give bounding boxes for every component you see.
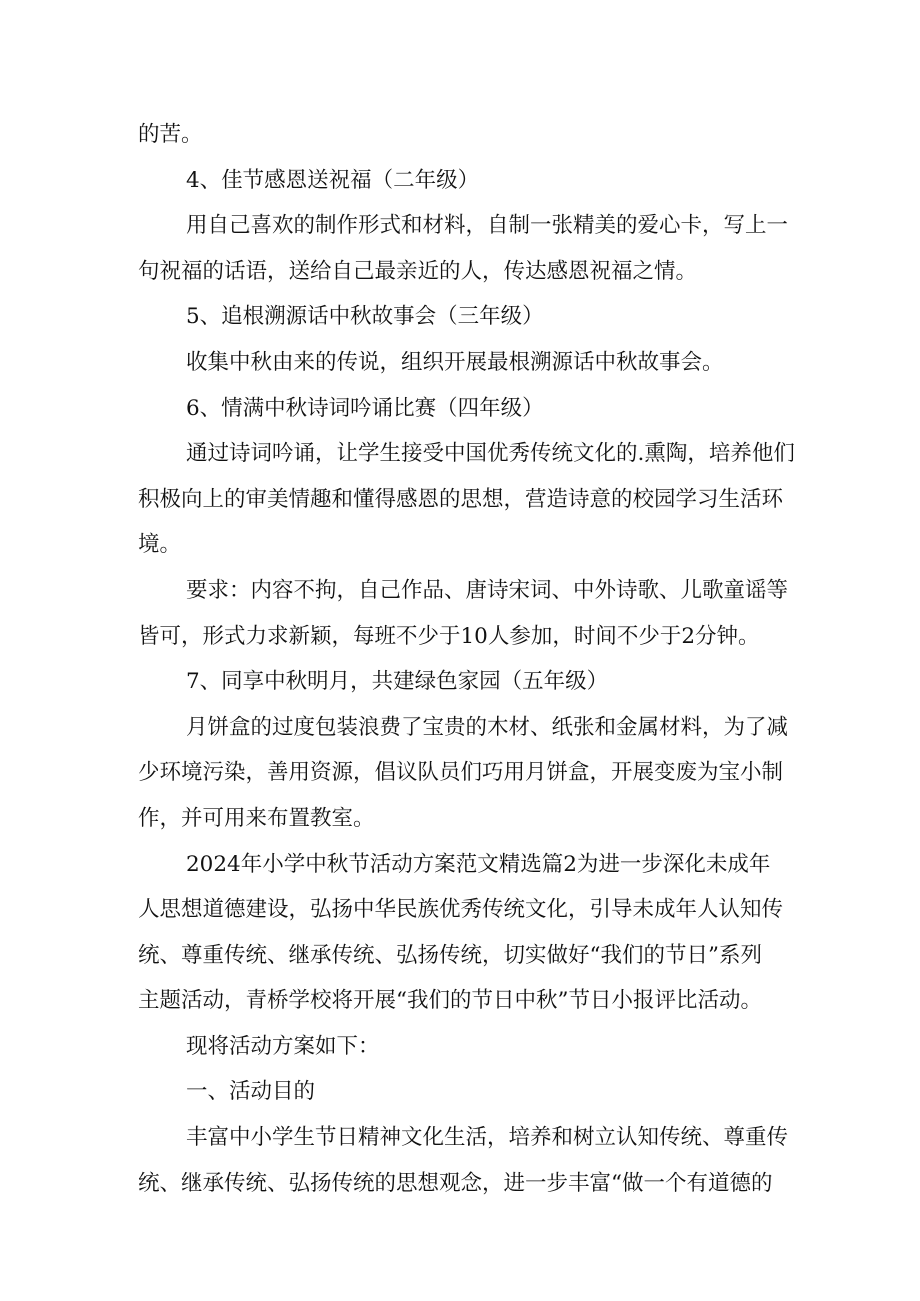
text-line: 皆可，形式力求新颖，每班不少于10人参加，时间不少于2分钟。 xyxy=(138,623,760,649)
text-line: 统、继承传统、弘扬传统的思想观念，进一步丰富“做一个有道德的 xyxy=(138,1170,773,1196)
section-heading: 5、追根溯源话中秋故事会（三年级） xyxy=(186,304,544,330)
section-heading: 6、情满中秋诗词吟诵比赛（四年级） xyxy=(186,395,544,421)
text-line: 主题活动，青桥学校将开展“我们的节日中秋”节日小报评比活动。 xyxy=(138,988,762,1014)
text-line: 收集中秋由来的传说，组织开展最根溯源话中秋故事会。 xyxy=(186,349,724,375)
text-line: 通过诗词吟诵，让学生接受中国优秀传统文化的.熏陶，培养他们 xyxy=(186,441,795,467)
text-line: 2024年小学中秋节活动方案范文精选篇2为进一步深化未成年 xyxy=(186,851,771,877)
section-heading: 7、同享中秋明月，共建绿色家园（五年级） xyxy=(186,669,609,695)
document-body xyxy=(138,112,795,1206)
section-heading: 一、活动目的 xyxy=(186,1079,316,1105)
text-line: 统、尊重传统、继承传统、弘扬传统，切实做好“我们的节日”系列 xyxy=(138,942,762,968)
text-line: 作，并可用来布置教室。 xyxy=(138,805,375,831)
section-heading: 4、佳节感恩送祝福（二年级） xyxy=(186,167,480,193)
text-line: 境。 xyxy=(138,532,182,558)
text-line: 丰富中小学生节日精神文化生活，培养和树立认知传统、尊重传 xyxy=(186,1125,789,1151)
text-line: 积极向上的审美情趣和懂得感恩的思想，营造诗意的校园学习生活环 xyxy=(138,486,784,512)
text-line: 的苦。 xyxy=(138,122,203,147)
text-line: 要求：内容不拘，自己作品、唐诗宋词、中外诗歌、儿歌童谣等 xyxy=(186,577,789,603)
text-line: 少环境污染，善用资源，倡议队员们巧用月饼盒，开展变废为宝小制 xyxy=(138,760,784,786)
text-line: 用自己喜欢的制作形式和材料，自制一张精美的爱心卡，写上一 xyxy=(186,213,789,239)
text-line: 句祝福的话语，送给自己最亲近的人，传达感恩祝福之情。 xyxy=(138,258,698,284)
text-line: 月饼盒的过度包装浪费了宝贵的木材、纸张和金属材料，为了减 xyxy=(186,714,789,740)
text-line: 人思想道德建设，弘扬中华民族优秀传统文化，引导未成年人认知传 xyxy=(138,897,784,923)
text-line: 现将活动方案如下： xyxy=(186,1033,380,1059)
